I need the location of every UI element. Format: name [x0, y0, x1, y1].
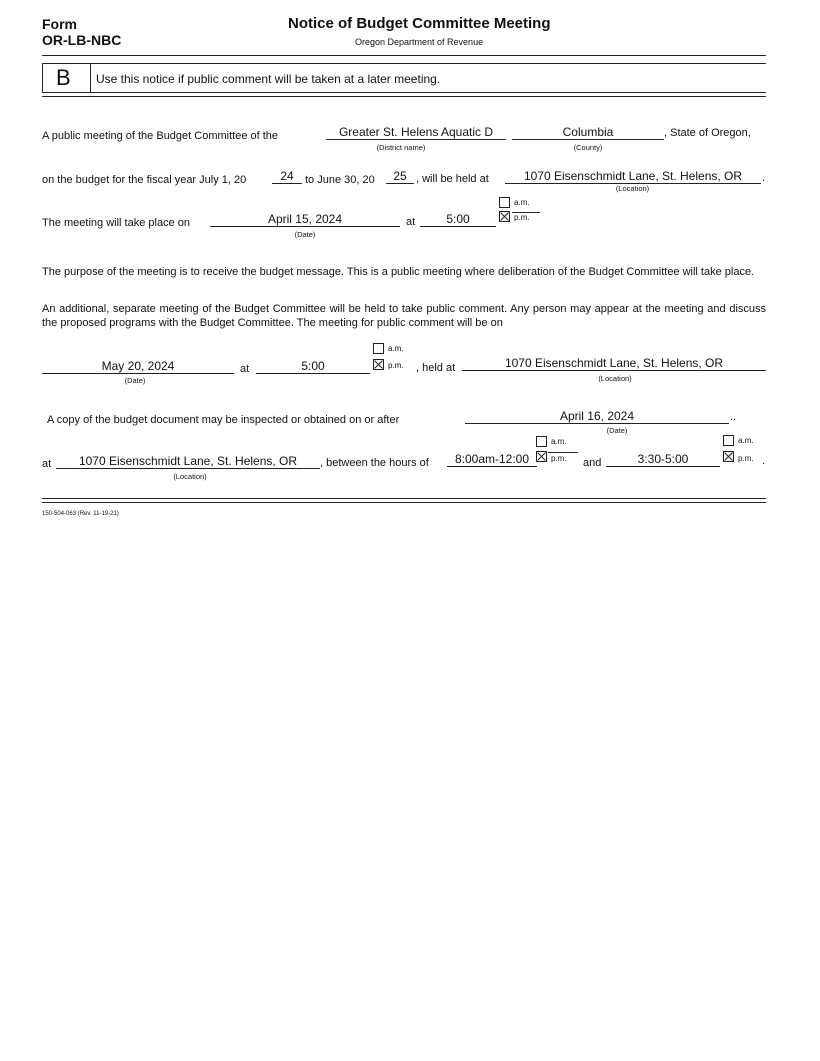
fiscal-year-start-field[interactable]: 24	[272, 169, 302, 184]
final-period-text: .	[762, 455, 766, 467]
time-underline	[512, 212, 540, 213]
additional-meeting-paragraph: An additional, separate meeting of the Budget Committee will be held to take public comment. Any person may appear at the meeting and discuss the proposed programs with the Budget Committee. The meeting for public comment will be on	[42, 303, 766, 329]
first-am-label: a.m.	[551, 437, 567, 446]
county-caption: (County)	[573, 143, 603, 152]
department-name: Oregon Department of Revenue	[355, 37, 484, 47]
meeting-time-field[interactable]: 5:00	[420, 212, 496, 227]
copy-at-text: at	[42, 458, 52, 470]
comment-am-label: a.m.	[388, 344, 404, 353]
comment-date-field[interactable]: May 20, 2024	[42, 359, 234, 374]
pm-label: p.m.	[514, 213, 530, 222]
comment-time-field[interactable]: 5:00	[256, 359, 370, 374]
pm-checkbox[interactable]	[499, 211, 510, 222]
top-rule	[42, 55, 766, 56]
box-divider	[90, 63, 91, 92]
comment-pm-label: p.m.	[388, 361, 404, 370]
and-text: and	[583, 457, 602, 469]
first-am-checkbox[interactable]	[536, 436, 547, 447]
page-title: Notice of Budget Committee Meeting	[288, 15, 551, 32]
fiscal-year-middle-text: to June 30, 20	[305, 174, 375, 186]
period-text: .	[762, 172, 766, 184]
am-checkbox[interactable]	[499, 197, 510, 208]
copy-availability-text: A copy of the budget document may be inspected or obtained on or after	[47, 414, 400, 426]
fiscal-year-text: on the budget for the fiscal year July 1, 20	[42, 174, 247, 186]
copy-location-caption: (Location)	[173, 472, 207, 481]
comment-pm-checkbox[interactable]	[373, 359, 384, 370]
state-text: , State of Oregon,	[664, 127, 751, 139]
comment-location-field[interactable]: 1070 Eisenschmidt Lane, St. Helens, OR	[462, 356, 766, 371]
district-caption: (District name)	[376, 143, 426, 152]
first-pm-checkbox[interactable]	[536, 451, 547, 462]
first-hours-underline	[548, 452, 578, 453]
second-pm-checkbox[interactable]	[723, 451, 734, 462]
comment-held-at-text: , held at	[416, 362, 456, 374]
box-top-border	[42, 63, 766, 64]
location-caption: (Location)	[615, 184, 650, 193]
meeting-intro-text: A public meeting of the Budget Committee of the	[42, 130, 279, 142]
between-hours-text: , between the hours of	[320, 457, 429, 469]
comment-location-caption: (Location)	[598, 374, 632, 383]
box-bottom-border	[42, 92, 766, 93]
section-letter: B	[56, 65, 71, 90]
revision-footer: 150-504-063 (Rev. 11-19-21)	[42, 511, 119, 517]
county-field[interactable]: Columbia	[512, 125, 664, 140]
second-am-checkbox[interactable]	[723, 435, 734, 446]
held-at-text: , will be held at	[416, 173, 489, 185]
form-code: OR-LB-NBC	[42, 32, 122, 48]
at-text: at	[406, 216, 416, 228]
usage-note: Use this notice if public comment will be taken at a later meeting.	[96, 72, 441, 86]
copy-date-caption: (Date)	[606, 426, 628, 435]
am-label: a.m.	[514, 198, 530, 207]
box-bottom-rule	[42, 96, 766, 97]
fiscal-year-end-field[interactable]: 25	[386, 169, 414, 184]
date-caption: (Date)	[294, 230, 316, 239]
second-hours-field[interactable]: 3:30-5:00	[606, 452, 720, 467]
second-am-label: a.m.	[738, 436, 754, 445]
meeting-date-field[interactable]: April 15, 2024	[210, 212, 400, 227]
copy-date-field[interactable]: April 16, 2024	[465, 409, 729, 424]
comment-am-checkbox[interactable]	[373, 343, 384, 354]
second-pm-label: p.m.	[738, 454, 754, 463]
meeting-location-field[interactable]: 1070 Eisenschmidt Lane, St. Helens, OR	[505, 169, 761, 184]
first-hours-field[interactable]: 8:00am-12:00	[447, 452, 537, 467]
district-name-field[interactable]: Greater St. Helens Aquatic D	[326, 125, 506, 140]
form-label: Form	[42, 16, 77, 32]
box-left-border	[42, 63, 43, 92]
first-pm-label: p.m.	[551, 454, 567, 463]
meeting-date-text: The meeting will take place on	[42, 217, 190, 229]
bottom-rule-1	[42, 498, 766, 499]
comment-date-caption: (Date)	[124, 376, 146, 385]
copy-date-dots: ..	[730, 411, 737, 423]
copy-location-field[interactable]: 1070 Eisenschmidt Lane, St. Helens, OR	[56, 454, 320, 469]
comment-at-text: at	[240, 363, 250, 375]
purpose-paragraph: The purpose of the meeting is to receive the budget message. This is a public meeting where deliberation of the Budget Committee will take place.	[42, 266, 755, 278]
bottom-rule-2	[42, 502, 766, 503]
